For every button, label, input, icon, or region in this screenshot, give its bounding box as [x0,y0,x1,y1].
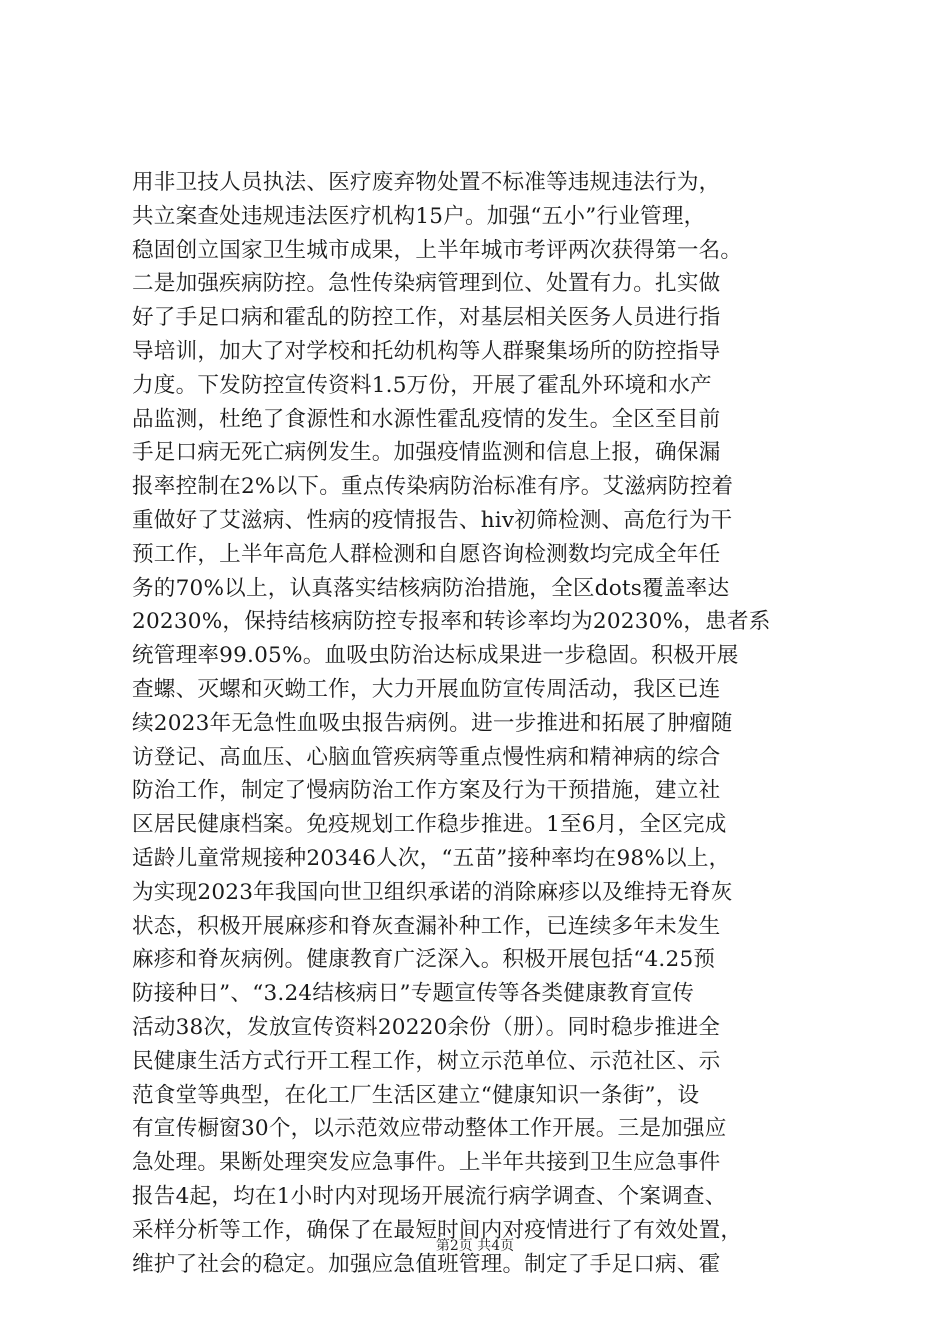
text-line: 维护了社会的稳定。加强应急值班管理。制定了手足口病、霍 [132,1251,721,1277]
page-number-label: 第2页 共4页 [435,1238,515,1254]
text-line: 麻疹和脊灰病例。健康教育广泛深入。积极开展包括“4.25预 [132,947,716,973]
body-text [132,166,832,1281]
text-line: 好了手足口病和霍乱的防控工作，对基层相关医务人员进行指 [132,305,721,331]
text-line: 报率控制在2%以下。重点传染病防治标准有序。艾滋病防控着 [132,474,734,500]
text-line: 范食堂等典型，在化工厂生活区建立“健康知识一条街”，设 [132,1082,700,1108]
text-line: 查螺、灭螺和灭蚴工作，大力开展血防宣传周活动，我区已连 [132,676,721,702]
text-line: 防接种日”、“3.24结核病日”专题宣传等各类健康教育宣传 [132,981,695,1007]
text-line: 为实现2023年我国向世卫组织承诺的消除麻疹以及维持无脊灰 [132,879,733,905]
text-line: 务的70%以上，认真落实结核病防治措施，全区dots覆盖率达 [132,575,730,601]
text-line: 活动38次，发放宣传资料20220余份（册）。同时稳步推进全 [132,1014,721,1040]
text-line: 共立案查处违规违法医疗机构15户。加强“五小”行业管理， [132,203,706,229]
text-line: 预工作，上半年高危人群检测和自愿咨询检测数均完成全年任 [132,541,721,567]
text-line: 有宣传橱窗30个，以示范效应带动整体工作开展。三是加强应 [132,1116,727,1142]
text-line: 稳固创立国家卫生城市成果，上半年城市考评两次获得第一名。 [132,237,743,263]
text-line: 续2023年无急性血吸虫报告病例。进一步推进和拓展了肿瘤随 [132,710,733,736]
text-line: 状态，积极开展麻疹和脊灰查漏补种工作，已连续多年未发生 [132,913,721,939]
text-line: 采样分析等工作，确保了在最短时间内对疫情进行了有效处置， [132,1217,743,1243]
text-line: 统管理率99.05%。血吸虫防治达标成果进一步稳固。积极开展 [132,643,739,669]
text-line: 报告4起，均在1小时内对现场开展流行病学调查、个案调查、 [132,1183,727,1209]
text-line: 访登记、高血压、心脑血管疾病等重点慢性病和精神病的综合 [132,744,721,770]
text-line: 导培训，加大了对学校和托幼机构等人群聚集场所的防控指导 [132,338,721,364]
text-line: 手足口病无死亡病例发生。加强疫情监测和信息上报，确保漏 [132,440,721,466]
text-line: 力度。下发防控宣传资料1.5万份，开展了霍乱外环境和水产 [132,372,712,398]
text-line: 区居民健康档案。免疫规划工作稳步推进。1至6月，全区完成 [132,812,727,838]
text-line: 急处理。果断处理突发应急事件。上半年共接到卫生应急事件 [132,1150,721,1176]
text-line: 用非卫技人员执法、医疗废弃物处置不标准等违规违法行为， [132,170,721,195]
page-footer [0,1236,950,1256]
text-line: 品监测，杜绝了食源性和水源性霍乱疫情的发生。全区至目前 [132,406,721,432]
text-line: 防治工作，制定了慢病防治工作方案及行为干预措施，建立社 [132,778,721,804]
text-line: 民健康生活方式行开工程工作，树立示范单位、示范社区、示 [132,1048,721,1074]
text-line: 适龄儿童常规接种20346人次，“五苗”接种率均在98%以上， [132,845,731,871]
text-line: 20230%，保持结核病防控专报率和转诊率均为20230%，患者系 [132,609,771,635]
text-line: 二是加强疾病防控。急性传染病管理到位、处置有力。扎实做 [132,271,721,297]
text-line: 重做好了艾滋病、性病的疫情报告、hiv初筛检测、高危行为干 [132,507,733,533]
